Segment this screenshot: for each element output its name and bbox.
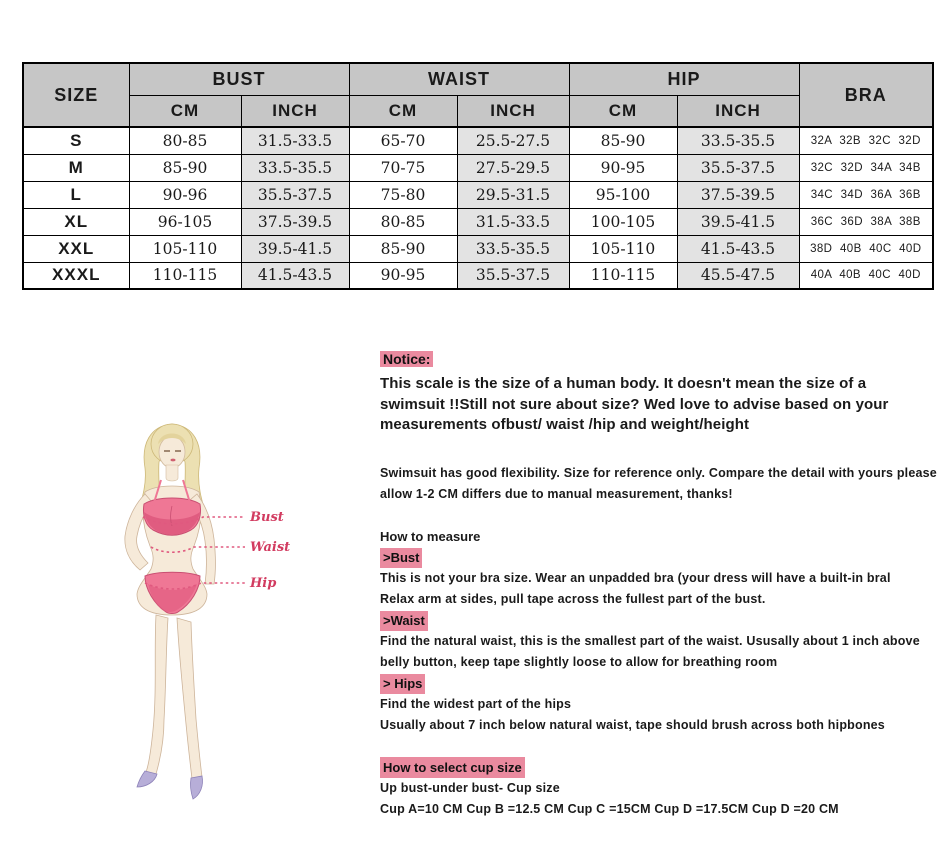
hips-instruction-line: Usually about 7 inch below natural waist, tape should brush across both hipbones	[380, 717, 885, 732]
cell-hip-inch: 39.5-41.5	[677, 208, 799, 235]
spacer	[380, 436, 942, 463]
cell-waist-cm: 75-80	[349, 181, 457, 208]
cup-size-heading	[380, 757, 942, 778]
shoe-right	[190, 776, 202, 799]
cell-hip-inch: 41.5-43.5	[677, 235, 799, 262]
subheader-waist-cm: CM	[349, 96, 457, 128]
notice-line: This scale is the size of a human body. It doesn't mean the size of a	[380, 375, 867, 392]
cell-size: XXL	[23, 235, 129, 262]
cell-hip-cm: 85-90	[569, 127, 677, 154]
spacer	[380, 505, 942, 526]
cell-waist-inch: 27.5-29.5	[457, 154, 569, 181]
cell-hip-inch: 45.5-47.5	[677, 262, 799, 289]
cell-waist-cm: 85-90	[349, 235, 457, 262]
column-header-hip: HIP	[569, 63, 799, 96]
cell-bra: 34C 34D 36A 36B	[799, 181, 933, 208]
waist-section-highlight: >Waist	[380, 611, 428, 631]
bust-instruction-line: This is not your bra size. Wear an unpadded bra (your dress will have a built-in bral	[380, 570, 891, 585]
disclaimer-line: Swimsuit has good flexibility. Size for reference only. Compare the detail with yours please	[380, 465, 937, 480]
cell-hip-inch: 33.5-35.5	[677, 127, 799, 154]
cell-bust-cm: 80-85	[129, 127, 241, 154]
spacer	[380, 736, 942, 757]
cell-waist-cm: 90-95	[349, 262, 457, 289]
cell-hip-cm: 105-110	[569, 235, 677, 262]
subheader-bust-inch: INCH	[241, 96, 349, 128]
hips-section-highlight: > Hips	[380, 674, 425, 694]
cell-bust-cm: 85-90	[129, 154, 241, 181]
subheader-hip-inch: INCH	[677, 96, 799, 128]
hips-instruction-line: Find the widest part of the hips	[380, 696, 572, 711]
cell-waist-inch: 31.5-33.5	[457, 208, 569, 235]
cell-waist-cm: 80-85	[349, 208, 457, 235]
cell-hip-cm: 110-115	[569, 262, 677, 289]
table-row	[23, 235, 933, 262]
cell-hip-cm: 95-100	[569, 181, 677, 208]
cell-hip-cm: 90-95	[569, 154, 677, 181]
column-header-waist: WAIST	[349, 63, 569, 96]
cell-bust-cm: 90-96	[129, 181, 241, 208]
waist-section-heading	[380, 611, 942, 631]
notice-heading-highlight: Notice:	[380, 351, 433, 367]
cell-waist-inch: 25.5-27.5	[457, 127, 569, 154]
size-chart	[22, 62, 934, 290]
cell-hip-cm: 100-105	[569, 208, 677, 235]
cell-bust-inch: 31.5-33.5	[241, 127, 349, 154]
column-header-bra: BRA	[799, 63, 933, 127]
table-row	[23, 208, 933, 235]
notice-line: swimsuit !!Still not sure about size? Wed love to advise based on your	[380, 395, 889, 413]
hips-section-heading	[380, 674, 942, 694]
notice-line: measurements ofbust/ waist /hip and weight/height	[380, 416, 750, 433]
shoe-left	[137, 771, 157, 787]
subheader-bust-cm: CM	[129, 96, 241, 128]
cell-waist-cm: 70-75	[349, 154, 457, 181]
cell-bra: 32C 32D 34A 34B	[799, 154, 933, 181]
cell-bust-inch: 33.5-35.5	[241, 154, 349, 181]
column-header-bust: BUST	[129, 63, 349, 96]
disclaimer-line: allow 1-2 CM differs due to manual measurement, thanks!	[380, 486, 733, 501]
cell-bust-cm: 110-115	[129, 262, 241, 289]
neck	[166, 465, 178, 481]
cup-size-line: Cup A=10 CM Cup B =12.5 CM Cup C =15CM Cup D =17.5CM Cup D =20 CM	[380, 801, 839, 816]
table-row	[23, 154, 933, 181]
table-row	[23, 127, 933, 154]
cell-bust-cm: 105-110	[129, 235, 241, 262]
cell-size: M	[23, 154, 129, 181]
leg-right	[177, 618, 202, 779]
subheader-waist-inch: INCH	[457, 96, 569, 128]
cell-size: XXXL	[23, 262, 129, 289]
cell-size: S	[23, 127, 129, 154]
waist-instruction-line: Find the natural waist, this is the smallest part of the waist. Ususally about 1 inch above	[380, 633, 920, 648]
table-row	[23, 181, 933, 208]
cell-bust-cm: 96-105	[129, 208, 241, 235]
cell-bust-inch: 41.5-43.5	[241, 262, 349, 289]
sizing-notes	[380, 351, 942, 820]
cell-waist-inch: 33.5-35.5	[457, 235, 569, 262]
cell-waist-cm: 65-70	[349, 127, 457, 154]
bust-section-heading	[380, 548, 942, 568]
notice-heading	[380, 351, 942, 367]
waist-instruction-line: belly button, keep tape slightly loose to allow for breathing room	[380, 654, 778, 669]
column-header-size: SIZE	[23, 63, 129, 127]
cell-bra: 32A 32B 32C 32D	[799, 127, 933, 154]
cell-bust-inch: 37.5-39.5	[241, 208, 349, 235]
how-to-measure-title: How to measure	[380, 528, 481, 544]
cell-waist-inch: 29.5-31.5	[457, 181, 569, 208]
size-chart-table	[22, 62, 934, 290]
hip-label: Hip	[250, 576, 277, 591]
measurement-figure	[95, 418, 335, 818]
subheader-hip-cm: CM	[569, 96, 677, 128]
cell-bust-inch: 35.5-37.5	[241, 181, 349, 208]
leg-left	[146, 615, 168, 774]
cup-size-highlight: How to select cup size	[380, 757, 525, 778]
lips	[171, 459, 176, 462]
cell-hip-inch: 35.5-37.5	[677, 154, 799, 181]
bust-section-highlight: >Bust	[380, 548, 422, 568]
cell-size: XL	[23, 208, 129, 235]
cell-bra: 40A 40B 40C 40D	[799, 262, 933, 289]
cell-bra: 38D 40B 40C 40D	[799, 235, 933, 262]
cell-size: L	[23, 181, 129, 208]
waist-label: Waist	[250, 540, 291, 555]
cell-waist-inch: 35.5-37.5	[457, 262, 569, 289]
bust-label: Bust	[250, 510, 284, 525]
cell-bust-inch: 39.5-41.5	[241, 235, 349, 262]
bust-instruction-line: Relax arm at sides, pull tape across the fullest part of the bust.	[380, 591, 766, 606]
cell-hip-inch: 37.5-39.5	[677, 181, 799, 208]
face	[159, 436, 185, 468]
woman-sketch-svg	[95, 418, 335, 818]
cup-size-line: Up bust-under bust- Cup size	[380, 780, 560, 795]
table-row	[23, 262, 933, 289]
cell-bra: 36C 36D 38A 38B	[799, 208, 933, 235]
